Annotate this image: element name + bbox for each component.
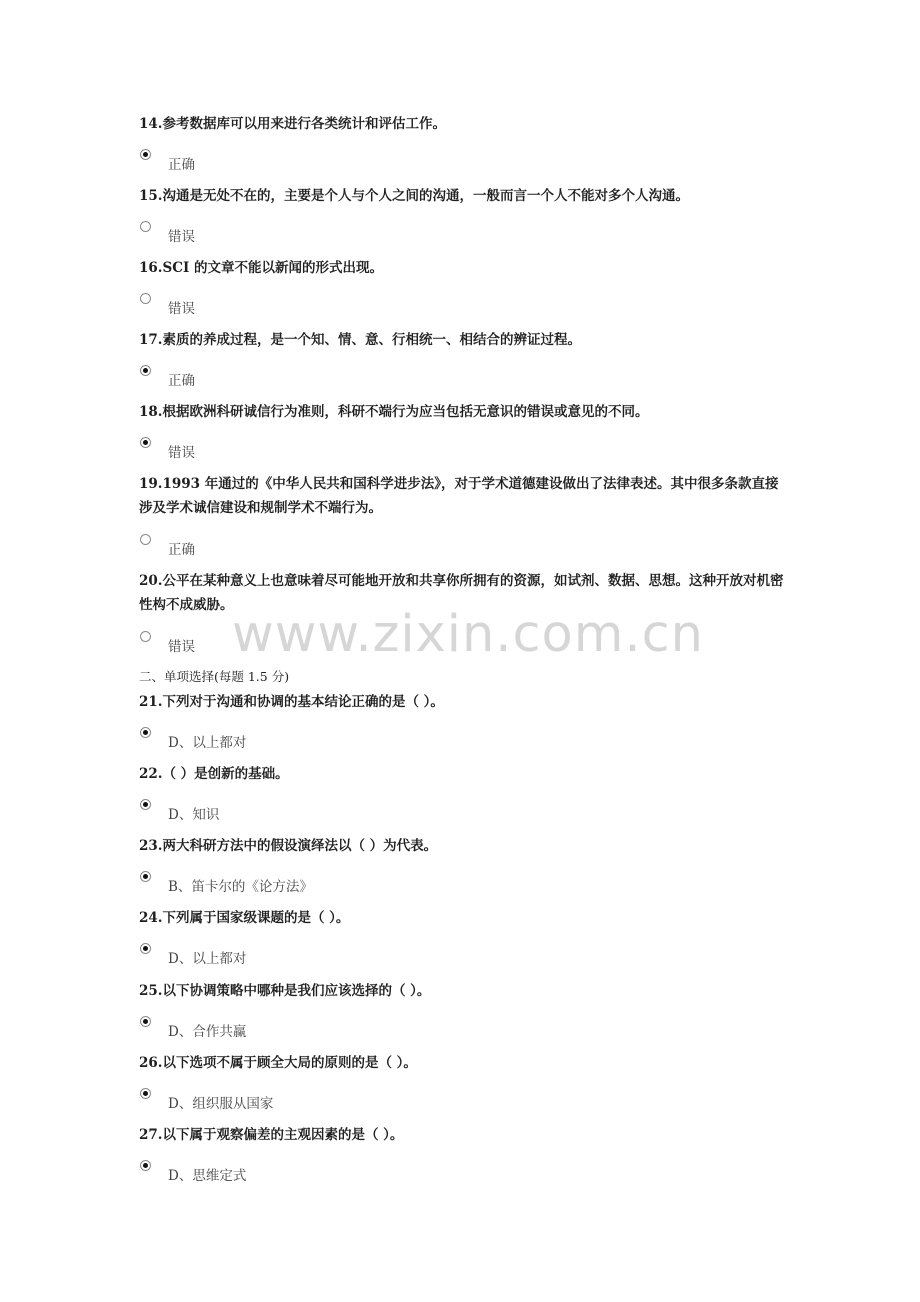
radio-button[interactable] xyxy=(140,631,151,642)
radio-button[interactable] xyxy=(140,437,151,448)
radio-button[interactable] xyxy=(140,365,151,376)
radio-button[interactable] xyxy=(140,534,151,545)
answer-label: D、思维定式 xyxy=(168,1168,247,1184)
answer-label: 正确 xyxy=(168,542,195,558)
radio-button[interactable] xyxy=(140,943,151,954)
section-heading: 二、单项选择(每题 1.5 分) xyxy=(139,669,290,684)
radio-button[interactable] xyxy=(140,799,151,810)
answer-label: D、合作共赢 xyxy=(168,1024,247,1040)
answer-label: D、以上都对 xyxy=(168,951,247,967)
question-16: 16.SCI 的文章不能以新闻的形式出现。 xyxy=(139,260,383,276)
answer-label: D、组织服从国家 xyxy=(168,1096,274,1112)
answer-label: 正确 xyxy=(168,373,195,389)
answer-label: D、知识 xyxy=(168,807,220,823)
question-21: 21.下列对于沟通和协调的基本结论正确的是（ ）。 xyxy=(139,694,444,710)
answer-label: 错误 xyxy=(168,445,195,461)
question-22: 22.（ ）是创新的基础。 xyxy=(139,766,289,782)
answer-label: D、以上都对 xyxy=(168,735,247,751)
question-19: 19.1993 年通过的《中华人民共和国科学进步法》，对于学术道德建设做出了法律表述。其中很多条款直接涉及学术诚信建设和规制学术不端行为。 xyxy=(139,476,779,516)
answer-label: 错误 xyxy=(168,301,195,317)
answer-label: 错误 xyxy=(168,639,195,655)
question-18: 18.根据欧洲科研诚信行为准则，科研不端行为应当包括无意识的错误或意见的不同。 xyxy=(139,404,649,420)
radio-button[interactable] xyxy=(140,293,151,304)
question-20: 20.公平在某种意义上也意味着尽可能地开放和共享你所拥有的资源，如试剂、数据、思想。这种开放对机密性构不成威胁。 xyxy=(139,573,784,613)
question-23: 23.两大科研方法中的假设演绎法以（ ）为代表。 xyxy=(139,838,438,854)
question-27: 27.以下属于观察偏差的主观因素的是（ ）。 xyxy=(139,1127,404,1143)
radio-button[interactable] xyxy=(140,871,151,882)
radio-button[interactable] xyxy=(140,1088,151,1099)
radio-button[interactable] xyxy=(140,727,151,738)
answer-label: 正确 xyxy=(168,157,195,173)
question-25: 25.以下协调策略中哪种是我们应该选择的（ ）。 xyxy=(139,983,431,999)
question-26: 26.以下选项不属于顾全大局的原则的是（ ）。 xyxy=(139,1055,417,1071)
question-24: 24.下列属于国家级课题的是（ ）。 xyxy=(139,910,350,926)
watermark: www.zixin.com.cn xyxy=(232,605,704,664)
radio-button[interactable] xyxy=(140,149,151,160)
question-17: 17.素质的养成过程，是一个知、情、意、行相统一、相结合的辨证过程。 xyxy=(139,332,581,348)
answer-label: B、笛卡尔的《论方法》 xyxy=(168,879,313,895)
radio-button[interactable] xyxy=(140,1016,151,1027)
radio-button[interactable] xyxy=(140,1160,151,1171)
radio-button[interactable] xyxy=(140,221,151,232)
question-14: 14.参考数据库可以用来进行各类统计和评估工作。 xyxy=(139,116,446,132)
answer-label: 错误 xyxy=(168,229,195,245)
question-15: 15.沟通是无处不在的，主要是个人与个人之间的沟通，一般而言一个人不能对多个人沟通。 xyxy=(139,188,689,204)
